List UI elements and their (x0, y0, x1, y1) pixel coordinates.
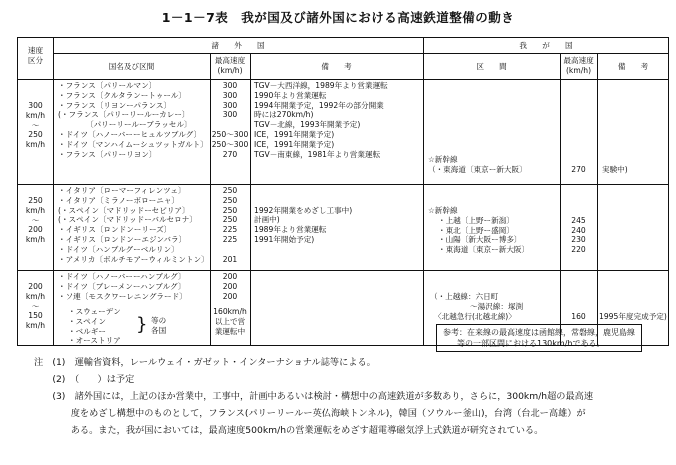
remark-item: 1991年開始予定) (254, 234, 315, 244)
speed-class-text: km/h (25, 205, 46, 215)
remark-item: TGV－大西洋線，1989年より営業運転 (254, 81, 388, 90)
header-text: 最高速度 (214, 56, 246, 65)
speed-value: 250 (222, 186, 238, 195)
remark-item: ICE，1991年開業予定) (254, 139, 335, 149)
group1-jp-sections (428, 155, 527, 175)
header-text: 最高速度 (563, 56, 594, 65)
group1-routes (58, 81, 208, 159)
route-item: ・フランス〔クルタランートゥール〕 (58, 90, 186, 100)
speed-value: 225 (222, 234, 238, 244)
speed-class-text: km/h (25, 140, 46, 150)
speed-value: 300 (222, 100, 238, 110)
route-item: ・アメリカ〔ボルチモアーウィルミントン〕 (58, 254, 209, 264)
group3-jp-remark: 1995年度完成予定) (599, 312, 667, 321)
speed-value: 201 (222, 254, 238, 264)
speed-class-text: km/h (25, 110, 46, 120)
speed-value: 200 (222, 291, 238, 301)
group2-jp-sections (428, 206, 529, 255)
country-item: ・ベルギー (68, 326, 106, 336)
route-item: ・イタリア〔ローマーフィレンツェ〕 (58, 186, 186, 195)
footnote: 度をめざし構想中のものとして，フランス(パリーリールー英仏海峡トンネル)，韓国（ソウルー釜山)，台湾（台北ー高雄）が (34, 408, 586, 419)
group3-jp-sections (430, 292, 523, 321)
group-remark-text: 以上で営 (214, 316, 246, 326)
footnote: (3) 諸外国には，上記のほか営業中，工事中，計画中あるいは検討・構想中の高速鉄道が多数あり，さらに，300km/h超の最高速 (34, 391, 594, 402)
speed-class-text: 〜 (31, 301, 40, 311)
jp-section-item: ・上越〔上野ー新潟〕 (438, 215, 514, 225)
route-item: ・フランス〔リヨンーパランス〕 (58, 100, 172, 110)
route-item: ・ドイツ〔ブレーメンーハンブルグ〕 (58, 281, 186, 291)
route-item: ・ドイツ〔マンハイムーシュツットガルト〕 (58, 139, 208, 149)
speed-class-200-150 (18, 282, 53, 331)
route-item: ・イタリア〔ミラノーボローニャ〕 (58, 195, 180, 205)
country-item: ・オーストリア (68, 336, 121, 346)
header-foreign: 諸 外 国 (211, 41, 265, 50)
speed-class-text: 200 (28, 225, 43, 235)
remark-item (254, 196, 352, 206)
speed-value: 250 (222, 205, 238, 215)
route-item: ・フランス〔パリールマン〕 (58, 81, 157, 90)
speed-class-text: 250 (28, 130, 43, 140)
remark-item: 計画中) (254, 215, 280, 225)
speed-class-250-200 (18, 196, 53, 245)
jp-speed-value: 245 (571, 215, 586, 225)
group2-jp-speeds (560, 206, 597, 255)
reference-box (436, 324, 642, 352)
header-country-section: 国名及び区間 (108, 62, 155, 71)
table-title: 1－1－7表 我が国及び諸外国における高速鉄道整備の動き (161, 10, 515, 25)
route-item: (・スペイン〔マドリッドーバルセロナ〕 (58, 215, 197, 225)
divider (597, 53, 598, 345)
divider (423, 38, 424, 345)
footnote: (2) （ ）は予定 (34, 374, 135, 385)
group3-routes (58, 272, 187, 301)
route-item: ・ドイツ〔ハンブルグーベルリン〕 (58, 244, 179, 254)
speed-class-text: 150 (28, 311, 43, 321)
header-domestic: 我 が 国 (519, 41, 573, 50)
speed-value: 270 (222, 149, 238, 159)
header-remarks: 備 考 (321, 62, 352, 71)
jp-section-item: ・山陽〔新大阪ー博多〕 (438, 235, 522, 245)
jp-speed-value: 220 (571, 245, 586, 255)
route-item: 〔パリーリールーブラッセル〕 (86, 120, 192, 130)
header-speed-class (18, 46, 53, 66)
route-item: ・ドイツ〔ハノーバーーヒュルツブルグ〕 (58, 129, 202, 139)
remark-item: TGV－南東線，1981年より営業運転 (254, 149, 381, 159)
jp-section-item: ☆新幹線 (428, 155, 458, 164)
speed-class-text: 〜 (31, 215, 40, 225)
group3-group-remark (210, 307, 250, 336)
speed-value: 250〜300 (211, 139, 249, 149)
group1-jp-speed: 270 (571, 165, 586, 174)
header-max-speed-jp (560, 56, 597, 76)
remark-item (254, 186, 352, 196)
speed-class-text: 〜 (31, 120, 40, 130)
speed-value: 300 (222, 90, 238, 100)
divider (250, 53, 251, 345)
reference-text: 参考：在来線の最高速度は函館線，常磐線，鹿児島線 (443, 328, 635, 337)
route-item: ・フランス〔パリーリヨン〕 (58, 149, 157, 159)
divider (18, 79, 668, 80)
header-text: 速度 (27, 46, 44, 55)
header-text: (km/h) (217, 65, 243, 75)
speed-value: 225 (222, 225, 238, 235)
remark-item: 1992年開業をめざし工事中) (254, 205, 353, 215)
speed-value: 200 (222, 272, 238, 281)
group3-countries (68, 307, 121, 346)
header-text: (km/h) (565, 65, 592, 75)
group-remark-text: 業運転中 (214, 326, 246, 336)
group-label-text: 各国 (151, 325, 167, 335)
divider (560, 53, 561, 345)
group2-remarks (254, 186, 352, 245)
header-remarks-jp: 備 考 (617, 62, 649, 71)
divider (18, 184, 668, 185)
speed-value (210, 120, 250, 130)
remark-item: 1990年より営業運転 (254, 90, 327, 100)
speed-value: 300 (222, 110, 238, 120)
group1-speeds (210, 81, 250, 159)
route-item: ・イギリス〔ロンドンーリーズ〕 (58, 225, 172, 235)
speed-value: 200 (222, 281, 238, 291)
speed-value: 250〜300 (211, 129, 249, 139)
speed-rail-table (17, 37, 669, 346)
divider (18, 270, 668, 271)
speed-value (210, 245, 250, 255)
remark-item: TGV－北線，1993年開業予定) (254, 120, 361, 130)
header-max-speed (210, 56, 250, 76)
header-text: 区分 (27, 55, 44, 65)
jp-section-item: （・東海道〔東京ー新大阪〕 (428, 164, 527, 174)
jp-speed-value (560, 206, 597, 216)
speed-class-300-250 (18, 101, 53, 150)
group2-speeds (210, 186, 250, 264)
speed-class-text: 200 (28, 282, 43, 291)
jp-section-item: 〈北越急行(北越北線)〉 (434, 311, 516, 321)
speed-value: 250 (222, 215, 238, 225)
remark-item: 1994年開業予定，1992年の部分開業 (254, 100, 384, 110)
divider (53, 38, 54, 345)
footnote: 注 (1) 運輸省資料，レールウェイ・ガゼット・インターナショナル誌等による。 (34, 357, 376, 368)
speed-class-text: km/h (25, 321, 46, 331)
route-item: (・スペイン〔マドリッドーセビリア〕 (58, 205, 190, 215)
jp-section-item: 〜湯沢線：塚渕 (470, 301, 524, 311)
speed-class-text: 300 (28, 101, 43, 110)
speed-class-text: 250 (28, 196, 43, 205)
country-item: ・スウェーデン (68, 307, 121, 316)
footnote: ある。また，我が国においては，最高速度500km/hの営業運転をめざす超電導磁気浮上式鉄道が研究されている。 (34, 425, 544, 436)
divider (53, 53, 668, 54)
jp-section-item: ・東北〔上野ー盛岡〕 (438, 225, 514, 235)
group2-routes (58, 186, 209, 264)
reference-text: 等の一部区間における130km/hである。 (457, 339, 605, 348)
route-item: ・ドイツ〔ハノーバーーハンブルグ〕 (58, 272, 186, 281)
route-item: (・フランス〔パリーリールーカレー〕 (58, 110, 190, 120)
jp-section-item: （・上越線：六日町 (430, 292, 499, 301)
speed-class-text: km/h (25, 291, 46, 301)
brace-icon: } (136, 314, 148, 335)
jp-speed-value: 240 (571, 225, 586, 235)
group3-jp-speed: 160 (571, 312, 586, 321)
remark-item: 1989年より営業運転 (254, 225, 327, 235)
speed-class-text: km/h (25, 235, 46, 245)
jp-speed-value: 230 (571, 235, 586, 245)
speed-value: 250 (222, 195, 238, 205)
group3-speeds (210, 272, 250, 301)
header-section: 区 間 (476, 62, 507, 71)
group1-remarks (254, 81, 388, 159)
jp-section-item: ・東海道〔東京ー新大阪〕 (438, 245, 530, 255)
remark-item: 時には270km/h) (254, 110, 314, 120)
route-item: ・ソ連〔モスクワーレニングラード〕 (58, 291, 187, 301)
group1-jp-remark: 実験中) (602, 165, 628, 174)
group-label-text: 等の (151, 316, 167, 325)
group3-label (151, 316, 166, 336)
jp-section-item: ☆新幹線 (428, 206, 458, 215)
group-remark-text: 160km/h (213, 307, 247, 316)
speed-value: 300 (222, 81, 238, 90)
remark-item: ICE，1991年開業予定) (254, 129, 335, 139)
country-item: ・スペイン (68, 316, 106, 326)
footnotes (34, 354, 664, 439)
route-item: ・イギリス〔ロンドンーエジンバラ〕 (58, 234, 187, 244)
